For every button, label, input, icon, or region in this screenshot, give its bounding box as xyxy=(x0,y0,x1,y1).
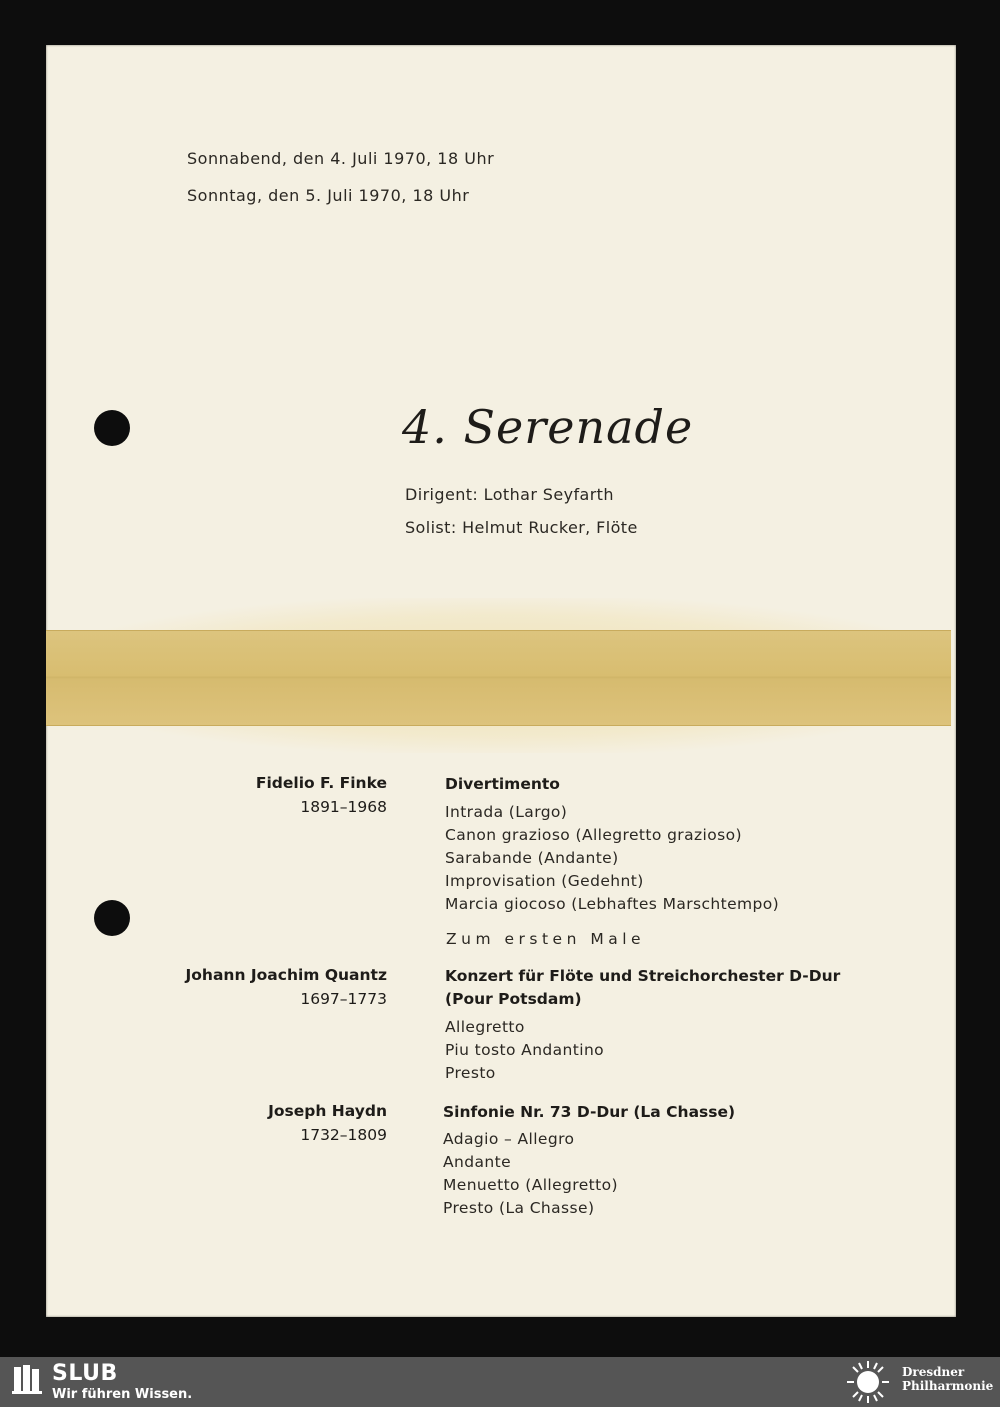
movement: Presto xyxy=(445,1064,496,1082)
punch-hole xyxy=(94,900,130,936)
slub-name[interactable]: SLUB xyxy=(52,1361,118,1386)
footer-bar xyxy=(0,1357,1000,1407)
composer-block xyxy=(268,1102,387,1150)
movement: Marcia giocoso (Lebhaftes Marschtempo) xyxy=(445,895,780,913)
movement: Improvisation (Gedehnt) xyxy=(445,872,644,890)
composer-block xyxy=(256,774,387,822)
premiere-note: Zum ersten Male xyxy=(446,930,646,948)
date-line: Sonnabend, den 4. Juli 1970, 18 Uhr xyxy=(187,149,495,168)
composer-block xyxy=(186,966,387,1014)
program-page xyxy=(46,45,956,1317)
work-subtitle: (Pour Potsdam) xyxy=(445,990,582,1008)
credits xyxy=(405,485,638,551)
work-block xyxy=(445,775,779,918)
page-title: 4. Serenade xyxy=(402,400,694,454)
movement: Intrada (Largo) xyxy=(445,803,568,821)
partner-line: Philharmonie xyxy=(902,1379,994,1393)
work-title: Sinfonie Nr. 73 D-Dur (La Chasse) xyxy=(443,1103,736,1121)
philharmonie-name[interactable] xyxy=(902,1365,993,1393)
movement: Allegretto xyxy=(445,1018,525,1036)
conductor: Dirigent: Lothar Seyfarth xyxy=(405,485,614,504)
movement: Sarabande (Andante) xyxy=(445,849,619,867)
philharmonie-logo-icon[interactable] xyxy=(842,1359,894,1405)
movement: Canon grazioso (Allegretto grazioso) xyxy=(445,826,742,844)
date-line: Sonntag, den 5. Juli 1970, 18 Uhr xyxy=(187,186,470,205)
partner-line: Dresdner xyxy=(902,1365,965,1379)
composer-years: 1732–1809 xyxy=(300,1126,387,1144)
slub-tagline: Wir führen Wissen. xyxy=(52,1387,193,1402)
composer-years: 1891–1968 xyxy=(300,798,387,816)
work-title: Konzert für Flöte und Streichorchester D-Dur xyxy=(445,967,841,985)
movement: Adagio – Allegro xyxy=(443,1130,575,1148)
movement: Presto (La Chasse) xyxy=(443,1199,595,1217)
adhesive-tape xyxy=(46,630,951,726)
movement: Menuetto (Allegretto) xyxy=(443,1176,618,1194)
movement: Piu tosto Andantino xyxy=(445,1041,605,1059)
soloist: Solist: Helmut Rucker, Flöte xyxy=(405,518,638,537)
composer-name: Joseph Haydn xyxy=(268,1102,387,1120)
composer-name: Fidelio F. Finke xyxy=(255,774,387,792)
concert-dates xyxy=(187,149,494,223)
work-title: Divertimento xyxy=(445,775,560,793)
work-block xyxy=(445,967,840,1087)
work-block xyxy=(443,1103,735,1222)
movement: Andante xyxy=(443,1153,512,1171)
composer-name: Johann Joachim Quantz xyxy=(185,966,387,984)
punch-hole xyxy=(94,410,130,446)
slub-logo-icon[interactable] xyxy=(12,1363,42,1395)
composer-years: 1697–1773 xyxy=(300,990,387,1008)
